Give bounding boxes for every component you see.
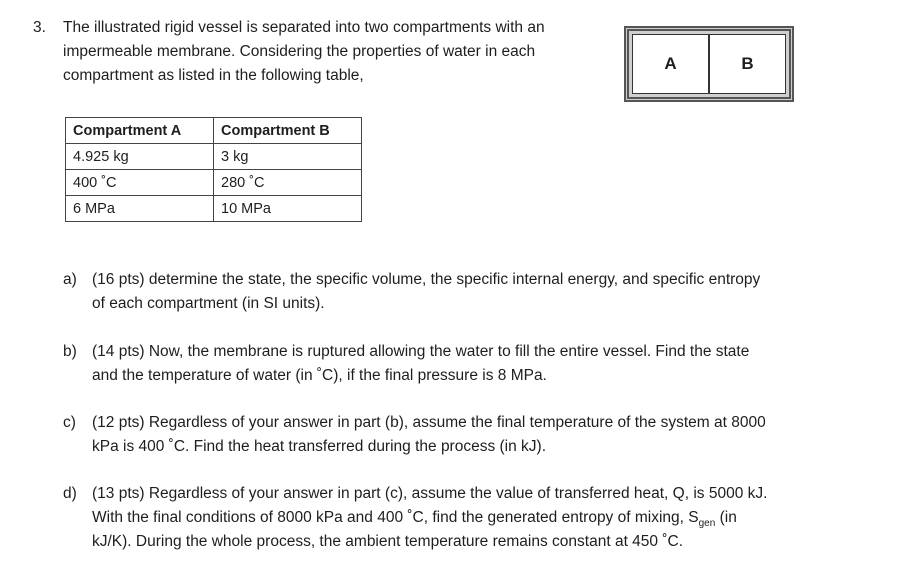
table-cell: 10 MPa	[214, 196, 362, 222]
table-cell: 3 kg	[214, 144, 362, 170]
question-intro	[63, 16, 545, 88]
vessel-interior	[632, 34, 786, 94]
part-body	[92, 340, 749, 388]
table-row	[66, 144, 362, 170]
vessel-diagram	[624, 26, 794, 102]
table-cell: 6 MPa	[66, 196, 214, 222]
part-line: kPa is 400 ˚C. Find the heat transferred during the process (in kJ).	[92, 438, 547, 455]
part-line: of each compartment (in SI units).	[92, 295, 325, 312]
table-row	[66, 196, 362, 222]
table-row	[66, 170, 362, 196]
part-label: c)	[63, 414, 76, 431]
properties-table	[65, 117, 362, 222]
part-line	[92, 506, 767, 530]
intro-line: The illustrated rigid vessel is separated into two compartments with an	[63, 19, 545, 36]
part-line: (12 pts) Regardless of your answer in part (b), assume the final temperature of the system at 8000	[92, 414, 766, 431]
line-text: With the final conditions of 8000 kPa and 400 ˚C, find the generated entropy of mixing, S	[92, 509, 699, 526]
part-label: a)	[63, 271, 77, 288]
part-line: and the temperature of water (in ˚C), if the final pressure is 8 MPa.	[92, 367, 547, 384]
line-text: (in	[715, 509, 737, 526]
table-cell: 400 ˚C	[66, 170, 214, 196]
part-body	[92, 268, 760, 316]
compartment-b-label: B	[708, 35, 785, 93]
intro-line: compartment as listed in the following table,	[63, 67, 364, 84]
part-label: b)	[63, 343, 77, 360]
intro-line: impermeable membrane. Considering the properties of water in each	[63, 43, 536, 60]
table-header: Compartment A	[66, 118, 214, 144]
part-line: (16 pts) determine the state, the specific volume, the specific internal energy, and specific entropy	[92, 271, 761, 288]
part-body	[92, 482, 767, 554]
part-line: (14 pts) Now, the membrane is ruptured allowing the water to fill the entire vessel. Find the state	[92, 343, 750, 360]
question-number: 3.	[33, 19, 46, 36]
table-header: Compartment B	[214, 118, 362, 144]
part-line: (13 pts) Regardless of your answer in part (c), assume the value of transferred heat, Q, is 5000 kJ.	[92, 485, 768, 502]
entropy-subscript: gen	[698, 518, 716, 530]
table-cell: 280 ˚C	[214, 170, 362, 196]
table-cell: 4.925 kg	[66, 144, 214, 170]
table-header-row	[66, 118, 362, 144]
part-line: kJ/K). During the whole process, the ambient temperature remains constant at 450 ˚C.	[92, 533, 684, 550]
part-label: d)	[63, 485, 77, 502]
compartment-a-label: A	[664, 54, 677, 73]
part-body	[92, 411, 766, 459]
